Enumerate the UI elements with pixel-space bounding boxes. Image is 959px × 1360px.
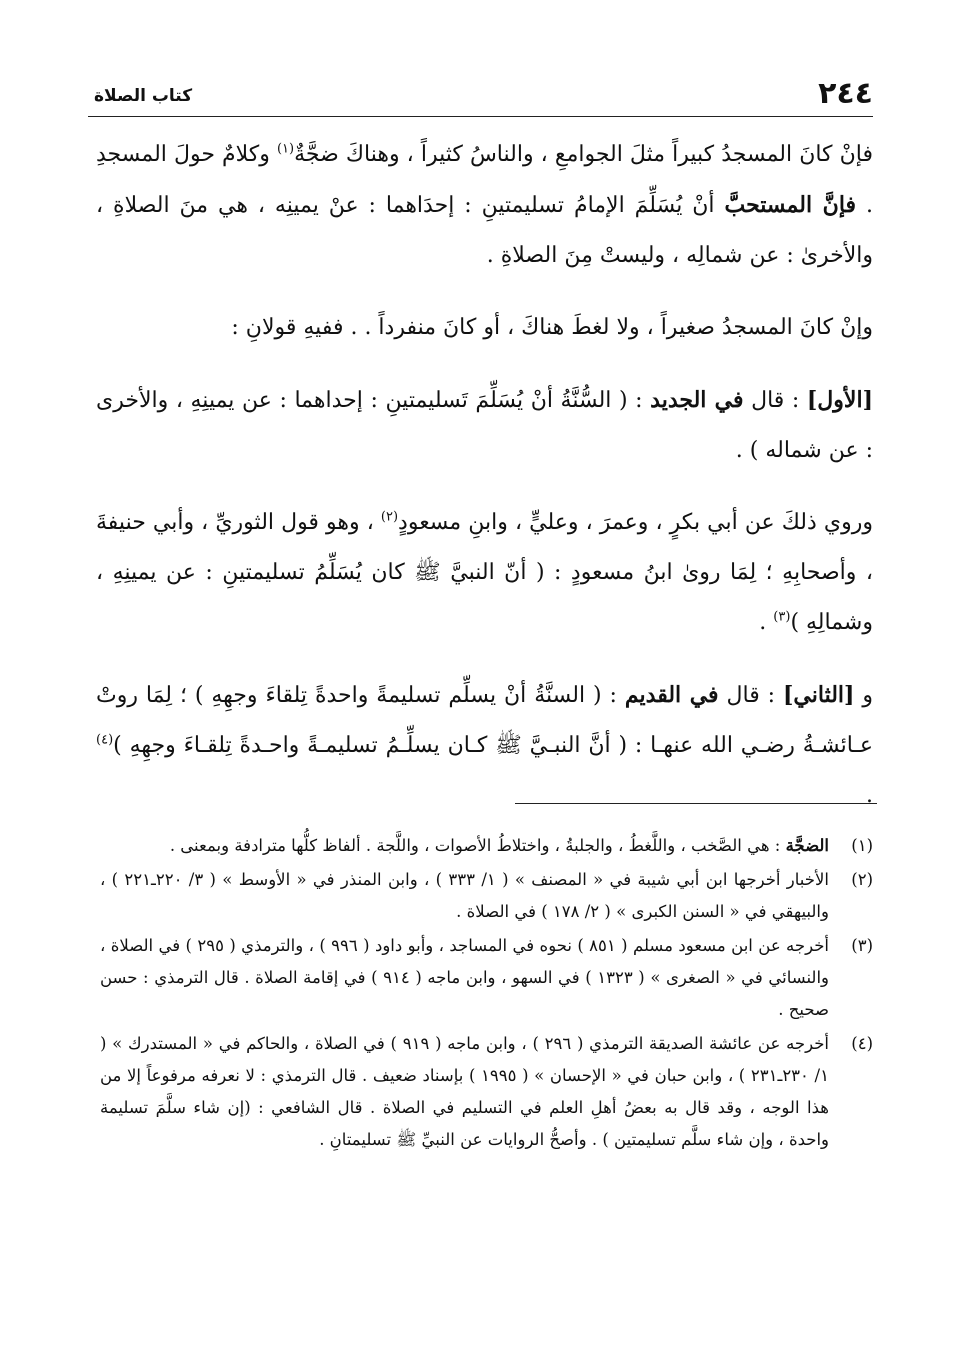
page-number: ٢٤٤ [818, 76, 873, 111]
footnote-body: أخرجه عن ابن مسعود مسلم ( ٨٥١ ) نحوه في المساجد ، وأبو داود ( ٩٩٦ ) ، والترمذي ( ٢٩٥ ) في الصلاة ، والنسائي في « الصغرى » ( ١٣٢٣ ) في السهو ، وابن ماجه ( ٩١٤ ) في إقامة الصلاة . قال الترمذي : حسن صحيح . [100, 936, 830, 1019]
footnote-body: : هي الصَّخب ، واللَّغطُ ، والجلبةُ ، واختلاطُ الأصوات ، واللَّجة . ألفاظ كلُّها مترادفة وبمعنى . [169, 836, 786, 855]
footnote-number: (٤) [851, 1034, 873, 1053]
paragraph-text: أنْ يُسَلِّمَ الإمامُ تسليمتينِ : إحدَاهما : عنْ يمينِه ، هي منَ الصلاةِ ، والأخرىٰ : عن شمالِه ، وليستْ مِنَ الصلاةِ . [96, 193, 873, 268]
bold-term: [الثاني] [783, 682, 855, 708]
main-text [96, 130, 873, 843]
footnote-ref[interactable]: (١) [276, 141, 295, 157]
paragraph-text: و [854, 683, 873, 708]
paragraph-text: فإنْ كانَ المسجدُ كبيراً مثلَ الجوامعِ ، والناسُ كثيراً ، وهناكَ ضجَّةٌ [294, 142, 873, 167]
footnote-text [100, 830, 829, 862]
footnotes [100, 830, 873, 1158]
footnote-number: (١) [851, 836, 873, 855]
paragraph-text: : قال [718, 683, 783, 708]
paragraph-text: وكلامٌ حولَ المسجدِ . [96, 142, 873, 218]
paragraph-4 [96, 498, 873, 648]
footnote-3 [100, 930, 873, 1026]
bold-term: فإنَّ المستحبَّ [724, 192, 857, 218]
paragraph-text: : قال [743, 388, 807, 413]
paragraph-text: : ( السنَّةُ أنْ يسلِّم تسليمةً واحدةً تِلقاءَ وجهِهِ ) ؛ لِمَا روتْ عـائشـةُ رضـي الله عنهـا : ( أنَّ النبـيَّ ﷺ كـان يسلِّـمُ تسليمـةً واحـدةً تِلقـاءَ وجهِهِ ) [96, 683, 873, 758]
paragraph-5 [96, 670, 873, 821]
paragraph-text: . [866, 783, 873, 808]
footnote-ref[interactable]: (٤) [96, 732, 114, 748]
bold-term: في الجديد [650, 387, 744, 413]
paragraph-text: ، وهو قول الثوريِّ ، وأبي حنيفةَ ، وأصحابِهِ ؛ لِمَا روىٰ ابنُ مسعودٍ : ( أنّ النبيَّ ﷺ كان يُسَلِّمُ تسليمتينِ : عن يمينِهِ ، وشمالِهِ ) [96, 510, 873, 635]
footnote-body: أخرجه عن عائشة الصديقة الترمذي ( ٢٩٦ ) ، وابن ماجه ( ٩١٩ ) في الصلاة ، والحاكم في « المستدرك » ( ١/ ٢٣٠ـ٢٣١ ) ، وابن حبان في « الإحسان » ( ١٩٩٥ ) بإسناد ضعيف . قال الترمذي : لا نعرفه مرفوعاً إلا من هذا الوجه ، وقد قال به بعضُ أهلِ العلم في التسليم في الصلاة . قال الشافعي : (إن شاء سلَّمَ تسليمة واحدة ، وإن شاء سلَّم تسليمتين ) . وأصحُّ الروايات عن النبيِّ ﷺ تسليمتانِ . [100, 1034, 829, 1149]
footnote-number: (٢) [851, 870, 873, 889]
footnote-divider [515, 803, 877, 804]
bold-term: في القديم [624, 682, 719, 708]
footnote-ref[interactable]: (٣) [773, 609, 791, 625]
footnote-body: الأخبار أخرجها ابن أبي شيبة في « المصنف » ( ١/ ٣٣٣ ) ، وابن المنذر في « الأوسط » ( ٣/ ٢٢٠ـ٢٢١ ) ، والبيهقي في « السنن الكبرى » ( ٢/ ١٧٨ ) في الصلاة . [100, 870, 829, 921]
footnote-1 [100, 830, 873, 862]
bold-term: [الأول] [806, 387, 873, 413]
paragraph-text: : ( السُّنَّةُ أنْ يُسَلِّمَ تَسليمتينِ : إحداهما : عن يمينِهِ ، والأخرى : عن شماله ) . [96, 388, 873, 463]
paragraph-text: وروي ذلكَ عن أبي بكرٍ ، وعمرَ ، وعليٍّ ، وابنِ مسعودٍ [398, 510, 873, 535]
running-title: كتاب الصلاة [94, 86, 193, 106]
footnote-ref[interactable]: (٢) [380, 509, 399, 525]
page-header [88, 70, 873, 117]
bold-term: الضجَّة [785, 836, 829, 855]
paragraph-text: . [759, 610, 774, 635]
footnote-4 [100, 1028, 873, 1156]
paragraph-3 [96, 375, 873, 476]
footnote-number: (٣) [851, 936, 873, 955]
footnote-2 [100, 864, 873, 928]
paragraph-1 [96, 130, 873, 281]
paragraph-2: وإنْ كانَ المسجدُ صغيراً ، ولا لغطَ هناكَ ، أو كانَ منفرداً . . ففيهِ قولانِ : [231, 315, 873, 340]
